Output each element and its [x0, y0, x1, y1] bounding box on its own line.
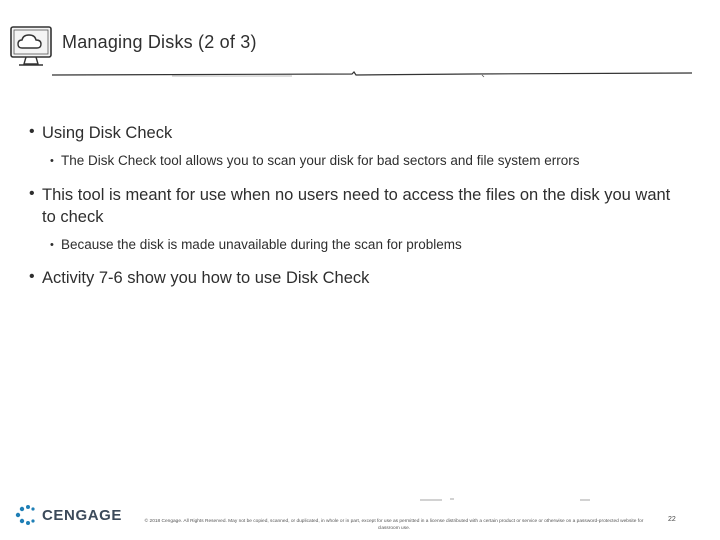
page-title: Managing Disks (2 of 3) [62, 32, 257, 52]
bullet-level2 [50, 236, 701, 254]
bullet-dot-icon: • [29, 123, 35, 140]
monitor-cloud-icon [8, 24, 54, 70]
bullet-dot-icon: • [50, 155, 54, 167]
header-divider [52, 68, 696, 80]
bullet-dot-icon: • [50, 239, 54, 251]
page-number: 22 [668, 516, 676, 523]
bullet-dot-icon: • [29, 185, 35, 202]
footer-divider [420, 496, 590, 504]
logo-text: CENGAGE [42, 506, 123, 524]
cengage-logo-icon [14, 504, 36, 526]
bullet-text: This tool is meant for use when no users need to access the files on the disk you want to check [42, 186, 671, 226]
bullet-text: The Disk Check tool allows you to scan your disk for bad sectors and file system errors [61, 153, 580, 168]
copyright-notice: © 2018 Cengage. All Rights Reserved. May not be copied, scanned, or duplicated, in whole or in part, except for use as permitted in a license distributed with a certain product or service or otherwise on a password-protected website for classroom use. [144, 519, 644, 531]
bullet-level1 [29, 122, 682, 144]
bullet-text: Using Disk Check [42, 124, 173, 142]
bullet-level2 [50, 152, 701, 170]
bullet-text: Activity 7-6 show you how to use Disk Check [42, 269, 370, 287]
bullet-level1 [29, 184, 674, 228]
bullet-level1 [29, 267, 682, 289]
cengage-logo [14, 504, 122, 526]
bullet-text: Because the disk is made unavailable during the scan for problems [61, 237, 462, 252]
bullet-dot-icon: • [29, 268, 35, 285]
